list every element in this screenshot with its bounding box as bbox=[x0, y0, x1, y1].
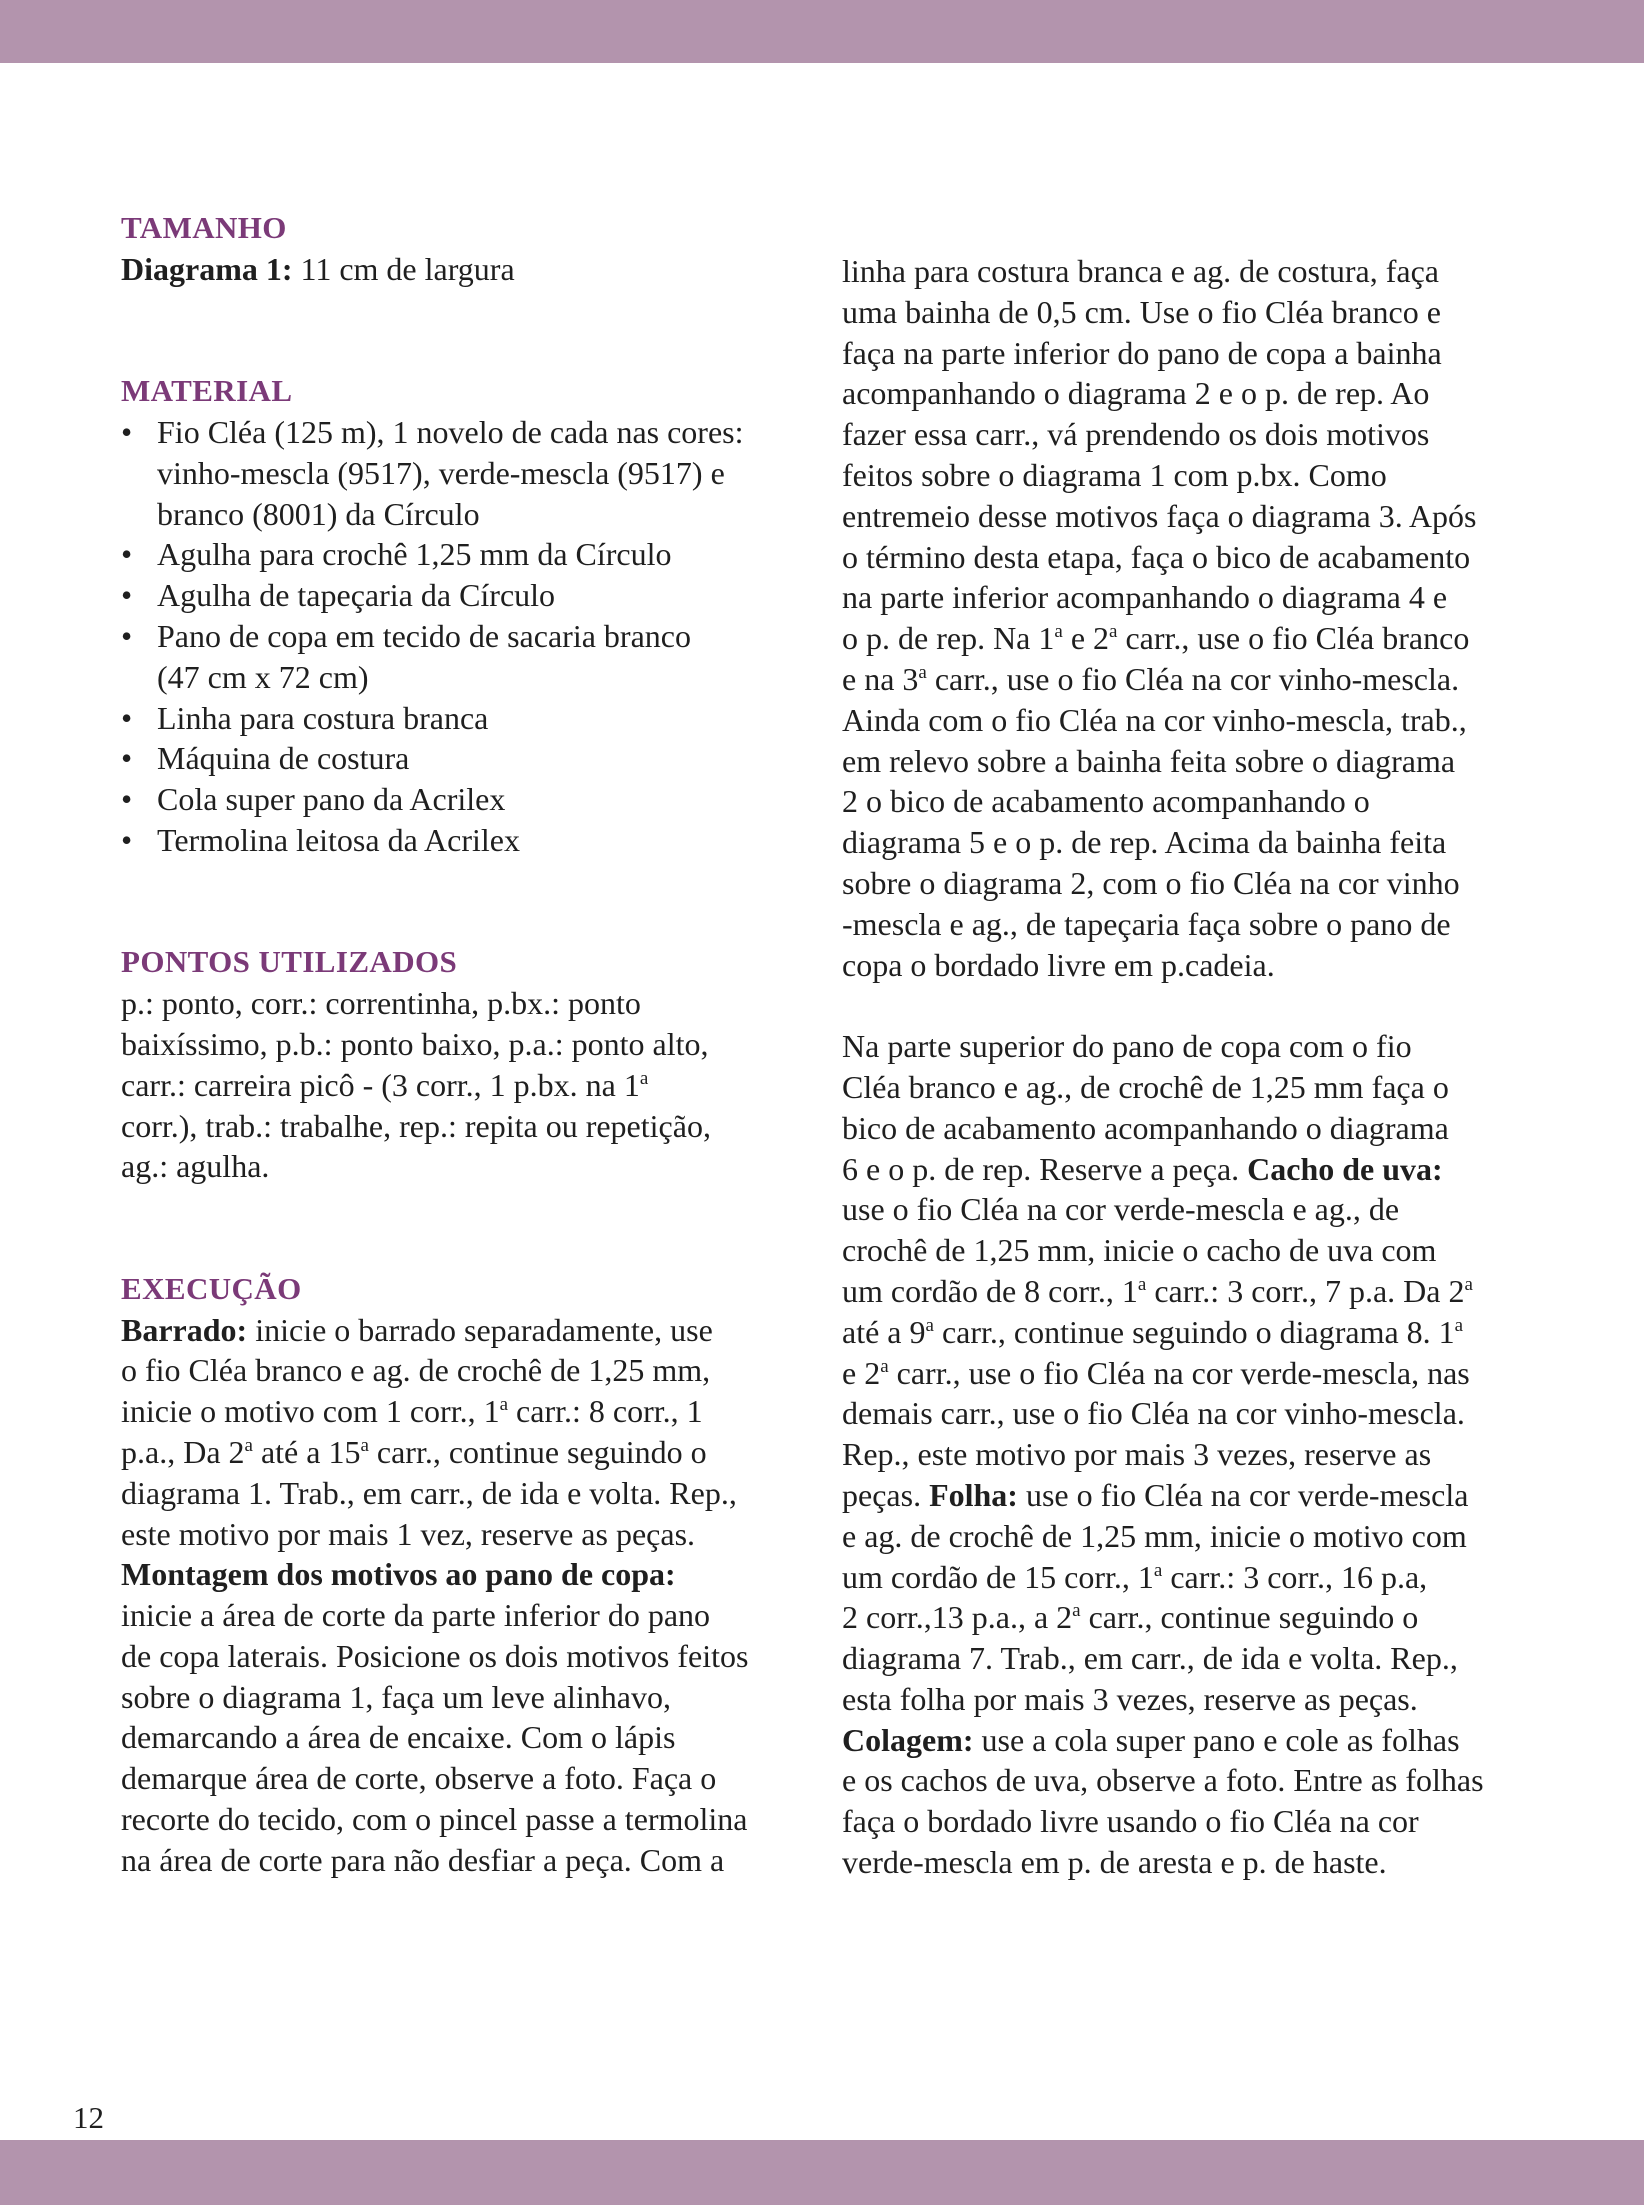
body-line: e 2$^a$ carr., use o fio Cléa na cor verde-mescla, nas bbox=[842, 1354, 1470, 1391]
material-list bbox=[121, 412, 811, 861]
execucao-line: recorte do tecido, com o pincel passe a termolina bbox=[121, 1801, 748, 1838]
material-item-text: • Pano de copa em tecido de sacaria branco bbox=[157, 617, 691, 654]
pontos-line: p.: ponto, corr.: correntinha, p.bx.: ponto bbox=[121, 985, 641, 1022]
material-item-text: • Agulha para crochê 1,25 mm da Círculo bbox=[157, 536, 672, 573]
material-item-text: branco (8001) da Círculo bbox=[157, 495, 480, 532]
execucao-line: inicie a área de corte da parte inferior do pano bbox=[121, 1597, 711, 1634]
execucao-line: este motivo por mais 1 vez, reserve as peças. bbox=[121, 1515, 696, 1552]
material-heading: MATERIAL bbox=[121, 373, 293, 409]
body-line: e na 3$^a$ carr., use o fio Cléa na cor vinho-mescla. bbox=[842, 660, 1460, 697]
pontos-line: corr.), trab.: trabalhe, rep.: repita ou repetição, bbox=[121, 1107, 711, 1144]
material-item-text: • Linha para costura branca bbox=[157, 699, 489, 736]
execucao-line: na área de corte para não desfiar a peça. Com a bbox=[121, 1841, 725, 1878]
body-line: um cordão de 8 corr., 1$^a$ carr.: 3 corr., 7 p.a. Da 2$^a$ bbox=[842, 1272, 1473, 1309]
body-line: bico de acabamento acompanhando o diagrama bbox=[842, 1109, 1449, 1146]
material-item bbox=[121, 820, 811, 861]
material-item-text: vinho-mescla (9517), verde-mescla (9517) e bbox=[157, 454, 725, 491]
execucao-line: sobre o diagrama 1, faça um leve alinhavo, bbox=[121, 1678, 671, 1715]
execucao-line: demarque área de corte, observe a foto. Faça o bbox=[121, 1760, 717, 1797]
colagem-label: Colagem: bbox=[842, 1721, 974, 1758]
page-number: 12 bbox=[73, 2100, 104, 2135]
body-line: verde-mescla em p. de aresta e p. de haste. bbox=[842, 1844, 1387, 1881]
tamanho-value: 11 cm de largura bbox=[292, 250, 515, 287]
body-line: Na parte superior do pano de copa com o fio bbox=[842, 1028, 1412, 1065]
material-item-text: • Máquina de costura bbox=[157, 740, 410, 777]
body-line: diagrama 7. Trab., em carr., de ida e volta. Rep., bbox=[842, 1640, 1458, 1677]
execucao-line: p.a., Da 2$^a$ até a 15$^a$ carr., continue seguindo o bbox=[121, 1433, 707, 1470]
body-line: faça na parte inferior do pano de copa a bainha bbox=[842, 334, 1442, 371]
material-item bbox=[121, 779, 811, 820]
body-line: peças. Folha: use o fio Cléa na cor verde-mescla bbox=[842, 1476, 1469, 1513]
body-line: até a 9$^a$ carr., continue seguindo o diagrama 8. 1$^a$ bbox=[842, 1313, 1464, 1350]
material-item-text: • Cola super pano da Acrilex bbox=[157, 781, 506, 818]
body-line: Rep., este motivo por mais 3 vezes, reserve as bbox=[842, 1436, 1432, 1473]
left-column bbox=[121, 208, 811, 1881]
execucao-line: Barrado: inicie o barrado separadamente, use bbox=[121, 1311, 713, 1348]
cacho-label: Cacho de uva: bbox=[1247, 1150, 1443, 1187]
body-line: Ainda com o fio Cléa na cor vinho-mescla, trab., bbox=[842, 701, 1467, 738]
execucao-line: o fio Cléa branco e ag. de crochê de 1,25 mm, bbox=[121, 1352, 711, 1389]
body-line: um cordão de 15 corr., 1$^a$ carr.: 3 corr., 16 p.a, bbox=[842, 1558, 1428, 1595]
material-item-text: (47 cm x 72 cm) bbox=[157, 658, 369, 695]
execucao-heading: EXECUÇÃO bbox=[121, 1270, 302, 1306]
body-line: acompanhando o diagrama 2 e o p. de rep. Ao bbox=[842, 375, 1430, 412]
material-item bbox=[121, 534, 811, 575]
execucao-line: demarcando a área de encaixe. Com o lápis bbox=[121, 1719, 676, 1756]
body-line: demais carr., use o fio Cléa na cor vinho-mescla. bbox=[842, 1395, 1465, 1432]
pontos-line: baixíssimo, p.b.: ponto baixo, p.a.: ponto alto, bbox=[121, 1025, 709, 1062]
execucao-line: de copa laterais. Posicione os dois motivos feitos bbox=[121, 1637, 749, 1674]
body-line: 2 corr.,13 p.a., a 2$^a$ carr., continue seguindo o bbox=[842, 1599, 1419, 1636]
body-line: 6 e o p. de rep. Reserve a peça. Cacho de uva: bbox=[842, 1150, 1443, 1187]
execucao-line: diagrama 1. Trab., em carr., de ida e volta. Rep., bbox=[121, 1474, 737, 1511]
material-item bbox=[121, 616, 811, 698]
material-item-text: • Termolina leitosa da Acrilex bbox=[157, 821, 520, 858]
tamanho-line bbox=[121, 249, 811, 290]
tamanho-label: Diagrama 1: bbox=[121, 250, 293, 287]
material-item bbox=[121, 575, 811, 616]
body-line: -mescla e ag., de tapeçaria faça sobre o pano de bbox=[842, 905, 1451, 942]
tamanho-heading: TAMANHO bbox=[121, 210, 287, 245]
pontos-line: ag.: agulha. bbox=[121, 1148, 270, 1185]
body-line: 2 o bico de acabamento acompanhando o bbox=[842, 783, 1370, 820]
body-line: use o fio Cléa na cor verde-mescla e ag., de bbox=[842, 1191, 1400, 1228]
body-line: o p. de rep. Na 1$^a$ e 2$^a$ carr., use o fio Cléa branco bbox=[842, 620, 1470, 657]
body-line: fazer essa carr., vá prendendo os dois motivos bbox=[842, 416, 1430, 453]
body-line: Colagem: use a cola super pano e cole as folhas bbox=[842, 1721, 1460, 1758]
body-line: linha para costura branca e ag. de costura, faça bbox=[842, 253, 1439, 289]
body-line: crochê de 1,25 mm, inicie o cacho de uva com bbox=[842, 1232, 1437, 1269]
body-line: e os cachos de uva, observe a foto. Entre as folhas bbox=[842, 1762, 1484, 1799]
body-line: na parte inferior acompanhando o diagrama 4 e bbox=[842, 579, 1448, 616]
folha-label: Folha: bbox=[929, 1476, 1018, 1513]
body-line: o término desta etapa, faça o bico de acabamento bbox=[842, 538, 1471, 575]
right-column bbox=[842, 251, 1532, 1883]
barrado-label: Barrado: bbox=[121, 1311, 248, 1348]
material-item bbox=[121, 698, 811, 739]
material-item-text: • Agulha de tapeçaria da Círculo bbox=[157, 577, 556, 614]
pontos-line: carr.: carreira picô - (3 corr., 1 p.bx. na 1$^a$ bbox=[121, 1066, 649, 1103]
pontos-heading: PONTOS UTILIZADOS bbox=[121, 944, 458, 980]
body-line: em relevo sobre a bainha feita sobre o diagrama bbox=[842, 742, 1456, 779]
material-item bbox=[121, 738, 811, 779]
bottom-decorative-band bbox=[0, 2140, 1644, 2205]
body-line: Cléa branco e ag., de crochê de 1,25 mm faça o bbox=[842, 1068, 1449, 1105]
body-line: entremeio desse motivos faça o diagrama 3. Após bbox=[842, 497, 1477, 534]
body-line: copa o bordado livre em p.cadeia. bbox=[842, 946, 1275, 983]
body-line: esta folha por mais 3 vezes, reserve as peças. bbox=[842, 1680, 1418, 1717]
montagem-label: Montagem dos motivos ao pano de copa: bbox=[121, 1556, 676, 1593]
top-decorative-band bbox=[0, 0, 1644, 63]
material-item bbox=[121, 412, 811, 534]
body-line: diagrama 5 e o p. de rep. Acima da bainha feita bbox=[842, 824, 1447, 861]
execucao-line: inicie o motivo com 1 corr., 1$^a$ carr.: 8 corr., 1 bbox=[121, 1393, 703, 1430]
body-line: faça o bordado livre usando o fio Cléa na cor bbox=[842, 1803, 1419, 1840]
material-item-text: • Fio Cléa (125 m), 1 novelo de cada nas cores: bbox=[157, 413, 744, 450]
body-line: uma bainha de 0,5 cm. Use o fio Cléa branco e bbox=[842, 293, 1441, 330]
body-line: e ag. de crochê de 1,25 mm, inicie o motivo com bbox=[842, 1517, 1467, 1554]
body-line: sobre o diagrama 2, com o fio Cléa na cor vinho bbox=[842, 864, 1460, 901]
body-line: feitos sobre o diagrama 1 com p.bx. Como bbox=[842, 456, 1387, 493]
